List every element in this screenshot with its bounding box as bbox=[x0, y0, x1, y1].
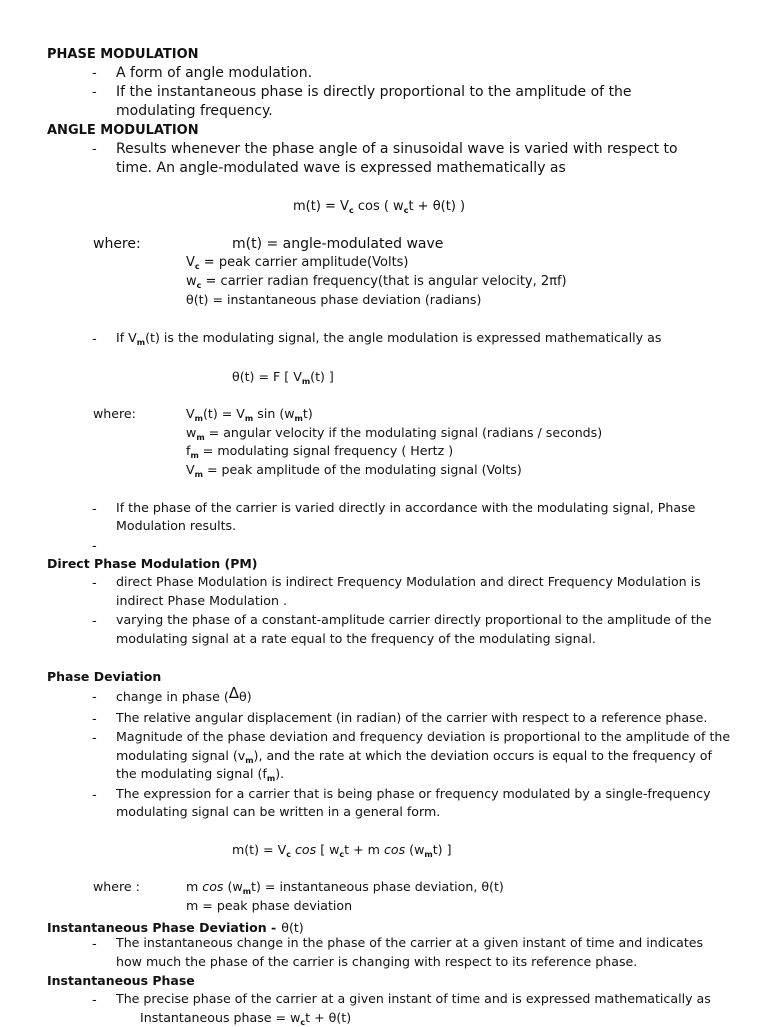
where-label: where : bbox=[93, 879, 140, 894]
bullet-text-continued: time. An angle-modulated wave is expressed mathematically as bbox=[116, 160, 566, 176]
bullet-marker: - bbox=[92, 142, 97, 157]
bullet-text-continued: Modulation results. bbox=[116, 518, 237, 533]
definition-vmt: $V_m(t) = V_m$ $\sin (w_mt)$ bbox=[186, 406, 313, 423]
bullet-text: If the instantaneous phase is directly proportional to the amplitude of the bbox=[116, 84, 632, 100]
bullet-marker: - bbox=[92, 788, 97, 803]
where-label: where: bbox=[93, 236, 141, 252]
bullet-marker: - bbox=[92, 614, 97, 629]
heading-text: Instantaneous Phase Deviation - bbox=[47, 920, 277, 935]
equation-theta: θ(t) = F [ $V_m(t)$ ] bbox=[232, 369, 334, 386]
bullet-text-continued: how much the phase of the carrier is changing with respect to its reference phase. bbox=[116, 954, 638, 969]
bullet-marker: - bbox=[92, 66, 97, 81]
definition-wc: $w_c$ = carrier radian frequency(that is angular velocity, 2πf) bbox=[186, 274, 567, 290]
section-heading-direct-pm: Direct Phase Modulation (PM) bbox=[47, 556, 258, 571]
definition-instantaneous-deviation: m $\cos (w_mt)$ = instantaneous phase deviation, θ(t) bbox=[186, 879, 504, 896]
bullet-marker: - bbox=[92, 712, 97, 727]
section-heading-instantaneous-phase-deviation bbox=[47, 919, 304, 935]
bullet-text-continued: indirect Phase Modulation . bbox=[116, 593, 287, 608]
equation-general-form: $m(t) = V_c$ cos [ $w_ct + m$ $\cos (w_mt)$ ] bbox=[232, 842, 452, 859]
section-heading-angle-modulation: ANGLE MODULATION bbox=[47, 123, 199, 138]
bullet-text: The relative angular displacement (in radian) of the carrier with respect to a reference phase. bbox=[116, 710, 708, 725]
section-heading-instantaneous-phase: Instantaneous Phase bbox=[47, 973, 195, 988]
bullet-marker-empty: - bbox=[92, 539, 97, 554]
bullet-text: A form of angle modulation. bbox=[116, 65, 313, 81]
section-heading-phase-modulation: PHASE MODULATION bbox=[47, 47, 199, 62]
definition-vm: $V_m$ = peak amplitude of the modulating signal (Volts) bbox=[186, 462, 522, 479]
bullet-text: The precise phase of the carrier at a given instant of time and is expressed mathematically as bbox=[116, 991, 711, 1006]
bullet-marker: - bbox=[92, 332, 97, 347]
bullet-marker: - bbox=[92, 937, 97, 952]
where-label: where: bbox=[93, 406, 136, 421]
definition-wm: $w_m$ = angular velocity if the modulating signal (radians / seconds) bbox=[186, 425, 603, 442]
bullet-text: change in phase (Δθ) bbox=[116, 684, 252, 704]
bullet-marker: - bbox=[92, 85, 97, 100]
definition-fm: $f_m$ = modulating signal frequency ( Hertz ) bbox=[186, 443, 454, 460]
bullet-text-continued: the modulating signal $(f_m)$. bbox=[116, 766, 285, 783]
bullet-text: The instantaneous change in the phase of the carrier at a given instant of time and indicates bbox=[116, 935, 704, 950]
bullet-marker: - bbox=[92, 690, 97, 705]
bullet-text: direct Phase Modulation is indirect Frequency Modulation and direct Frequency Modulation is bbox=[116, 574, 701, 589]
bullet-text: Results whenever the phase angle of a sinusoidal wave is varied with respect to bbox=[116, 141, 678, 157]
bullet-text: If the phase of the carrier is varied directly in accordance with the modulating signal, Phase bbox=[116, 500, 696, 515]
bullet-text-continued: modulating signal $(v_m)$, and the rate at which the deviation occurs is equal to the frequency of bbox=[116, 748, 712, 765]
bullet-marker: - bbox=[92, 502, 97, 517]
equation-instantaneous-phase: Instantaneous phase = $w_ct + \theta(t)$ bbox=[140, 1010, 352, 1027]
bullet-text: varying the phase of a constant-amplitude carrier directly proportional to the amplitude of the bbox=[116, 612, 712, 627]
bullet-text-continued: modulating frequency. bbox=[116, 103, 273, 119]
definition-vc: $V_c$ = peak carrier amplitude(Volts) bbox=[186, 255, 409, 271]
bullet-text: The expression for a carrier that is being phase or frequency modulated by a single-frequency bbox=[116, 786, 711, 801]
equation-angle-modulated-wave: $m(t) = V_c$ cos ( $w_ct + \theta(t)$ ) bbox=[293, 199, 466, 215]
bullet-marker: - bbox=[92, 731, 97, 746]
heading-suffix: θ(t) bbox=[281, 920, 304, 935]
section-heading-phase-deviation: Phase Deviation bbox=[47, 669, 162, 684]
bullet-text: Magnitude of the phase deviation and frequency deviation is proportional to the amplitude of the bbox=[116, 729, 731, 744]
definition-theta: θ(t) = instantaneous phase deviation (radians) bbox=[186, 292, 482, 307]
definition-peak-phase-deviation: m = peak phase deviation bbox=[186, 898, 353, 913]
bullet-text-continued: modulating signal can be written in a general form. bbox=[116, 804, 441, 819]
bullet-text-continued: modulating signal at a rate equal to the frequency of the modulating signal. bbox=[116, 631, 596, 646]
bullet-text: If $V_m(t)$ is the modulating signal, the angle modulation is expressed mathematically as bbox=[116, 330, 662, 347]
definition-mt: m(t) = angle-modulated wave bbox=[232, 236, 444, 252]
bullet-marker: - bbox=[92, 993, 97, 1008]
bullet-marker: - bbox=[92, 576, 97, 591]
